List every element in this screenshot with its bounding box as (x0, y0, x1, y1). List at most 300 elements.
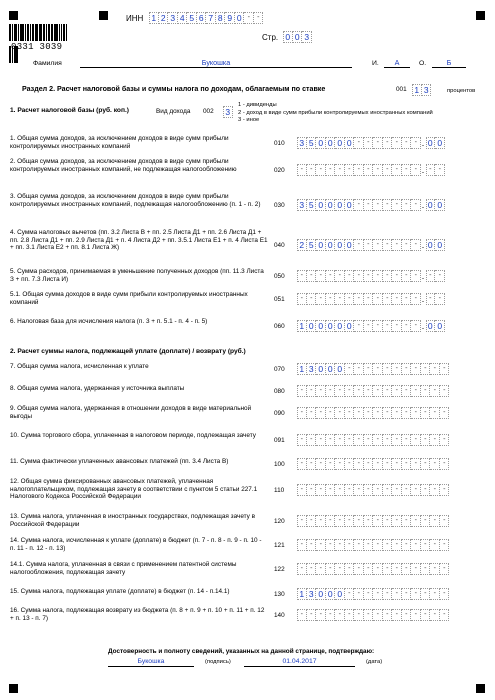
digit-cell[interactable]: - (402, 434, 412, 446)
digit-cell[interactable]: - (335, 385, 345, 397)
digit-cell[interactable]: - (354, 588, 364, 600)
kopecks-field[interactable] (426, 320, 445, 332)
digit-cell[interactable]: 0 (326, 199, 336, 211)
digit-cell[interactable]: - (402, 320, 412, 332)
digit-cell[interactable]: - (383, 293, 393, 305)
digit-cell[interactable]: - (307, 434, 317, 446)
digit-cell[interactable]: - (345, 270, 355, 282)
digit-cell[interactable]: - (383, 609, 393, 621)
digit-cell[interactable]: 3 (422, 84, 432, 96)
digit-cell[interactable]: 1 (297, 320, 307, 332)
page-number-field[interactable] (283, 31, 312, 43)
digit-cell[interactable]: - (411, 164, 421, 176)
digit-cell[interactable]: - (392, 458, 402, 470)
digit-cell[interactable]: - (335, 164, 345, 176)
digit-cell[interactable]: 0 (283, 31, 293, 43)
digit-cell[interactable]: - (364, 385, 374, 397)
digit-cell[interactable]: - (392, 385, 402, 397)
digit-cell[interactable]: - (307, 539, 317, 551)
digit-cell[interactable]: - (297, 385, 307, 397)
kopecks-field[interactable] (426, 239, 445, 251)
digit-cell[interactable]: - (373, 363, 383, 375)
digit-cell[interactable]: - (430, 385, 440, 397)
digit-cell[interactable]: - (373, 515, 383, 527)
digit-cell[interactable]: - (297, 515, 307, 527)
digit-cell[interactable]: - (392, 588, 402, 600)
amount-field[interactable] (297, 484, 449, 496)
digit-cell[interactable]: - (411, 407, 421, 419)
digit-cell[interactable]: - (402, 239, 412, 251)
digit-cell[interactable]: - (373, 458, 383, 470)
digit-cell[interactable]: - (297, 164, 307, 176)
digit-cell[interactable]: - (430, 563, 440, 575)
digit-cell[interactable]: 0 (335, 363, 345, 375)
middle-initial-field[interactable]: Б (432, 58, 466, 68)
digit-cell[interactable]: - (373, 484, 383, 496)
digit-cell[interactable]: - (421, 363, 431, 375)
amount-field[interactable] (297, 320, 445, 332)
digit-cell[interactable]: - (421, 434, 431, 446)
digit-cell[interactable]: - (364, 434, 374, 446)
digit-cell[interactable]: - (244, 12, 254, 24)
digit-cell[interactable]: - (254, 12, 264, 24)
digit-cell[interactable]: 1 (297, 363, 307, 375)
digit-cell[interactable]: 4 (178, 12, 188, 24)
digit-cell[interactable]: - (297, 293, 307, 305)
kopecks-field[interactable] (426, 137, 445, 149)
digit-cell[interactable]: - (326, 293, 336, 305)
digit-cell[interactable]: - (373, 434, 383, 446)
digit-cell[interactable]: 0 (316, 199, 326, 211)
digit-cell[interactable]: - (345, 293, 355, 305)
digit-cell[interactable]: 2 (297, 239, 307, 251)
digit-cell[interactable]: - (392, 515, 402, 527)
digit-cell[interactable]: - (421, 458, 431, 470)
digit-cell[interactable]: 0 (326, 137, 336, 149)
digit-cell[interactable]: - (430, 539, 440, 551)
amount-field[interactable] (297, 137, 445, 149)
digit-cell[interactable]: 0 (316, 363, 326, 375)
digit-cell[interactable]: - (383, 563, 393, 575)
digit-cell[interactable]: 0 (316, 137, 326, 149)
digit-cell[interactable]: - (411, 270, 421, 282)
digit-cell[interactable]: - (402, 363, 412, 375)
digit-cell[interactable]: - (383, 164, 393, 176)
digit-cell[interactable]: - (297, 458, 307, 470)
digit-cell[interactable]: - (373, 320, 383, 332)
digit-cell[interactable]: 6 (197, 12, 207, 24)
digit-cell[interactable]: - (411, 563, 421, 575)
digit-cell[interactable]: - (440, 385, 450, 397)
amount-field[interactable] (297, 515, 449, 527)
digit-cell[interactable]: 0 (426, 320, 436, 332)
digit-cell[interactable]: - (335, 293, 345, 305)
digit-cell[interactable]: - (364, 270, 374, 282)
digit-cell[interactable]: - (335, 563, 345, 575)
digit-cell[interactable]: 3 (297, 199, 307, 211)
amount-field[interactable] (297, 293, 445, 305)
digit-cell[interactable]: 0 (316, 588, 326, 600)
digit-cell[interactable]: - (402, 539, 412, 551)
first-initial-field[interactable]: А (384, 58, 410, 68)
digit-cell[interactable]: - (316, 385, 326, 397)
digit-cell[interactable]: - (440, 434, 450, 446)
digit-cell[interactable]: - (411, 434, 421, 446)
digit-cell[interactable]: - (297, 539, 307, 551)
digit-cell[interactable]: - (364, 137, 374, 149)
digit-cell[interactable]: - (383, 458, 393, 470)
digit-cell[interactable]: 2 (159, 12, 169, 24)
digit-cell[interactable]: - (345, 458, 355, 470)
digit-cell[interactable]: 0 (335, 137, 345, 149)
digit-cell[interactable]: 9 (225, 12, 235, 24)
digit-cell[interactable]: - (307, 164, 317, 176)
digit-cell[interactable]: - (383, 407, 393, 419)
digit-cell[interactable]: - (354, 609, 364, 621)
digit-cell[interactable]: - (373, 199, 383, 211)
digit-cell[interactable]: 3 (168, 12, 178, 24)
digit-cell[interactable]: - (297, 609, 307, 621)
digit-cell[interactable]: - (364, 563, 374, 575)
digit-cell[interactable]: - (297, 407, 307, 419)
digit-cell[interactable]: - (440, 563, 450, 575)
digit-cell[interactable]: - (316, 434, 326, 446)
digit-cell[interactable]: - (426, 164, 436, 176)
surname-field[interactable]: Букошка (80, 58, 352, 68)
digit-cell[interactable]: - (383, 239, 393, 251)
digit-cell[interactable]: 0 (316, 320, 326, 332)
digit-cell[interactable]: - (335, 609, 345, 621)
digit-cell[interactable]: 0 (326, 320, 336, 332)
digit-cell[interactable]: - (326, 385, 336, 397)
digit-cell[interactable]: - (383, 199, 393, 211)
signature-field[interactable]: Букошка (108, 658, 194, 667)
digit-cell[interactable]: - (392, 434, 402, 446)
digit-cell[interactable]: - (335, 484, 345, 496)
digit-cell[interactable]: - (307, 563, 317, 575)
digit-cell[interactable]: 0 (435, 320, 445, 332)
digit-cell[interactable]: 0 (345, 239, 355, 251)
digit-cell[interactable]: - (354, 293, 364, 305)
digit-cell[interactable]: - (392, 407, 402, 419)
income-type-field[interactable] (223, 106, 233, 118)
digit-cell[interactable]: 5 (307, 137, 317, 149)
digit-cell[interactable]: 0 (426, 137, 436, 149)
digit-cell[interactable]: - (383, 515, 393, 527)
digit-cell[interactable]: - (364, 539, 374, 551)
digit-cell[interactable]: - (430, 407, 440, 419)
digit-cell[interactable]: - (421, 385, 431, 397)
digit-cell[interactable]: - (297, 434, 307, 446)
digit-cell[interactable]: - (421, 484, 431, 496)
digit-cell[interactable]: - (430, 363, 440, 375)
digit-cell[interactable]: - (421, 515, 431, 527)
digit-cell[interactable]: - (430, 458, 440, 470)
digit-cell[interactable]: - (297, 484, 307, 496)
digit-cell[interactable]: - (421, 539, 431, 551)
digit-cell[interactable]: - (402, 407, 412, 419)
digit-cell[interactable]: - (354, 164, 364, 176)
digit-cell[interactable]: - (392, 539, 402, 551)
digit-cell[interactable]: 3 (223, 106, 233, 118)
digit-cell[interactable]: - (326, 563, 336, 575)
digit-cell[interactable]: - (354, 239, 364, 251)
digit-cell[interactable]: - (364, 164, 374, 176)
digit-cell[interactable]: - (392, 484, 402, 496)
digit-cell[interactable]: - (354, 407, 364, 419)
digit-cell[interactable]: - (354, 199, 364, 211)
digit-cell[interactable]: - (430, 434, 440, 446)
digit-cell[interactable]: - (402, 563, 412, 575)
digit-cell[interactable]: 0 (435, 239, 445, 251)
digit-cell[interactable]: - (440, 609, 450, 621)
digit-cell[interactable]: 0 (435, 199, 445, 211)
amount-field[interactable] (297, 539, 449, 551)
digit-cell[interactable]: - (430, 515, 440, 527)
digit-cell[interactable]: 0 (435, 137, 445, 149)
digit-cell[interactable]: - (411, 484, 421, 496)
digit-cell[interactable]: - (402, 164, 412, 176)
digit-cell[interactable]: 7 (206, 12, 216, 24)
digit-cell[interactable]: - (392, 239, 402, 251)
amount-field[interactable] (297, 363, 449, 375)
kopecks-field[interactable] (426, 293, 445, 305)
digit-cell[interactable]: - (383, 484, 393, 496)
digit-cell[interactable]: - (364, 458, 374, 470)
digit-cell[interactable]: - (364, 320, 374, 332)
digit-cell[interactable]: 0 (345, 137, 355, 149)
digit-cell[interactable]: - (435, 270, 445, 282)
digit-cell[interactable]: - (364, 363, 374, 375)
digit-cell[interactable]: - (411, 320, 421, 332)
digit-cell[interactable]: - (316, 484, 326, 496)
digit-cell[interactable]: - (411, 199, 421, 211)
digit-cell[interactable]: - (335, 270, 345, 282)
digit-cell[interactable]: - (411, 609, 421, 621)
digit-cell[interactable]: - (421, 407, 431, 419)
digit-cell[interactable]: - (316, 458, 326, 470)
digit-cell[interactable]: - (430, 609, 440, 621)
digit-cell[interactable]: - (411, 293, 421, 305)
rate-field[interactable] (412, 84, 431, 96)
digit-cell[interactable]: - (364, 407, 374, 419)
digit-cell[interactable]: - (411, 363, 421, 375)
digit-cell[interactable]: - (316, 270, 326, 282)
digit-cell[interactable]: - (345, 515, 355, 527)
digit-cell[interactable]: - (373, 270, 383, 282)
digit-cell[interactable]: - (326, 434, 336, 446)
digit-cell[interactable]: - (364, 239, 374, 251)
digit-cell[interactable]: - (373, 164, 383, 176)
digit-cell[interactable]: - (345, 609, 355, 621)
digit-cell[interactable]: - (354, 385, 364, 397)
digit-cell[interactable]: - (383, 320, 393, 332)
digit-cell[interactable]: - (411, 239, 421, 251)
digit-cell[interactable]: - (316, 407, 326, 419)
digit-cell[interactable]: - (354, 484, 364, 496)
digit-cell[interactable]: - (373, 293, 383, 305)
digit-cell[interactable]: - (402, 588, 412, 600)
digit-cell[interactable]: - (411, 137, 421, 149)
digit-cell[interactable]: - (383, 385, 393, 397)
digit-cell[interactable]: - (421, 588, 431, 600)
digit-cell[interactable]: - (345, 363, 355, 375)
digit-cell[interactable]: - (307, 458, 317, 470)
amount-field[interactable] (297, 164, 445, 176)
digit-cell[interactable]: - (345, 407, 355, 419)
digit-cell[interactable]: 0 (335, 199, 345, 211)
digit-cell[interactable]: - (354, 320, 364, 332)
digit-cell[interactable]: - (307, 484, 317, 496)
digit-cell[interactable]: - (316, 164, 326, 176)
digit-cell[interactable]: - (345, 385, 355, 397)
digit-cell[interactable]: - (392, 137, 402, 149)
digit-cell[interactable]: - (354, 458, 364, 470)
digit-cell[interactable]: - (373, 239, 383, 251)
digit-cell[interactable]: 5 (307, 239, 317, 251)
digit-cell[interactable]: - (354, 363, 364, 375)
digit-cell[interactable]: - (307, 515, 317, 527)
digit-cell[interactable]: - (307, 609, 317, 621)
amount-field[interactable] (297, 563, 449, 575)
digit-cell[interactable]: - (392, 363, 402, 375)
digit-cell[interactable]: - (373, 563, 383, 575)
digit-cell[interactable]: 0 (426, 199, 436, 211)
digit-cell[interactable]: - (335, 434, 345, 446)
digit-cell[interactable]: - (364, 199, 374, 211)
digit-cell[interactable]: - (402, 199, 412, 211)
digit-cell[interactable]: - (373, 137, 383, 149)
digit-cell[interactable]: - (345, 434, 355, 446)
digit-cell[interactable]: - (440, 363, 450, 375)
digit-cell[interactable]: 8 (216, 12, 226, 24)
digit-cell[interactable]: - (402, 609, 412, 621)
digit-cell[interactable]: - (421, 563, 431, 575)
digit-cell[interactable]: - (326, 539, 336, 551)
digit-cell[interactable]: - (402, 515, 412, 527)
digit-cell[interactable]: - (440, 484, 450, 496)
amount-field[interactable] (297, 199, 445, 211)
digit-cell[interactable]: - (373, 385, 383, 397)
digit-cell[interactable]: - (402, 484, 412, 496)
digit-cell[interactable]: - (345, 588, 355, 600)
amount-field[interactable] (297, 270, 445, 282)
digit-cell[interactable]: - (364, 609, 374, 621)
digit-cell[interactable]: 0 (235, 12, 245, 24)
digit-cell[interactable]: - (364, 293, 374, 305)
digit-cell[interactable]: - (345, 563, 355, 575)
amount-field[interactable] (297, 407, 449, 419)
digit-cell[interactable]: - (364, 484, 374, 496)
digit-cell[interactable]: - (335, 407, 345, 419)
digit-cell[interactable]: - (316, 515, 326, 527)
digit-cell[interactable]: 0 (345, 320, 355, 332)
digit-cell[interactable]: - (326, 164, 336, 176)
digit-cell[interactable]: - (383, 363, 393, 375)
digit-cell[interactable]: - (392, 609, 402, 621)
digit-cell[interactable]: 1 (297, 588, 307, 600)
digit-cell[interactable]: 0 (426, 239, 436, 251)
digit-cell[interactable]: - (297, 563, 307, 575)
kopecks-field[interactable] (426, 199, 445, 211)
digit-cell[interactable]: - (307, 385, 317, 397)
digit-cell[interactable]: - (402, 293, 412, 305)
digit-cell[interactable]: - (392, 270, 402, 282)
digit-cell[interactable]: - (392, 164, 402, 176)
digit-cell[interactable]: 0 (326, 239, 336, 251)
digit-cell[interactable]: - (440, 515, 450, 527)
digit-cell[interactable]: - (383, 588, 393, 600)
digit-cell[interactable]: 0 (326, 363, 336, 375)
digit-cell[interactable]: - (435, 164, 445, 176)
digit-cell[interactable]: - (307, 293, 317, 305)
digit-cell[interactable]: 0 (335, 320, 345, 332)
digit-cell[interactable]: - (373, 407, 383, 419)
digit-cell[interactable]: - (411, 385, 421, 397)
digit-cell[interactable]: - (392, 293, 402, 305)
digit-cell[interactable]: - (392, 563, 402, 575)
kopecks-field[interactable] (426, 164, 445, 176)
digit-cell[interactable]: - (364, 588, 374, 600)
digit-cell[interactable]: 3 (302, 31, 312, 43)
digit-cell[interactable]: - (435, 293, 445, 305)
digit-cell[interactable]: - (421, 609, 431, 621)
digit-cell[interactable]: - (354, 270, 364, 282)
digit-cell[interactable]: - (402, 137, 412, 149)
digit-cell[interactable]: 3 (307, 363, 317, 375)
digit-cell[interactable]: - (440, 539, 450, 551)
digit-cell[interactable]: - (326, 515, 336, 527)
digit-cell[interactable]: - (426, 270, 436, 282)
digit-cell[interactable]: 0 (335, 239, 345, 251)
amount-field[interactable] (297, 239, 445, 251)
digit-cell[interactable]: - (440, 407, 450, 419)
digit-cell[interactable]: - (373, 539, 383, 551)
digit-cell[interactable]: - (354, 539, 364, 551)
amount-field[interactable] (297, 609, 449, 621)
digit-cell[interactable]: - (345, 164, 355, 176)
date-field[interactable]: 01.04.2017 (244, 658, 355, 667)
digit-cell[interactable]: - (411, 588, 421, 600)
digit-cell[interactable]: - (316, 293, 326, 305)
digit-cell[interactable]: - (411, 515, 421, 527)
digit-cell[interactable]: 3 (297, 137, 307, 149)
digit-cell[interactable]: 1 (412, 84, 422, 96)
digit-cell[interactable]: 0 (335, 588, 345, 600)
digit-cell[interactable]: - (316, 563, 326, 575)
digit-cell[interactable]: - (402, 385, 412, 397)
digit-cell[interactable]: - (373, 609, 383, 621)
digit-cell[interactable]: - (430, 484, 440, 496)
digit-cell[interactable]: - (354, 434, 364, 446)
digit-cell[interactable]: 0 (307, 320, 317, 332)
digit-cell[interactable]: - (326, 484, 336, 496)
digit-cell[interactable]: - (326, 609, 336, 621)
digit-cell[interactable]: - (402, 458, 412, 470)
digit-cell[interactable]: - (345, 484, 355, 496)
digit-cell[interactable]: - (316, 609, 326, 621)
digit-cell[interactable]: - (326, 407, 336, 419)
amount-field[interactable] (297, 458, 449, 470)
digit-cell[interactable]: 0 (326, 588, 336, 600)
digit-cell[interactable]: 0 (345, 199, 355, 211)
digit-cell[interactable]: - (440, 588, 450, 600)
digit-cell[interactable]: - (316, 539, 326, 551)
digit-cell[interactable]: - (392, 199, 402, 211)
digit-cell[interactable]: 0 (316, 239, 326, 251)
digit-cell[interactable]: - (383, 137, 393, 149)
digit-cell[interactable]: - (411, 539, 421, 551)
